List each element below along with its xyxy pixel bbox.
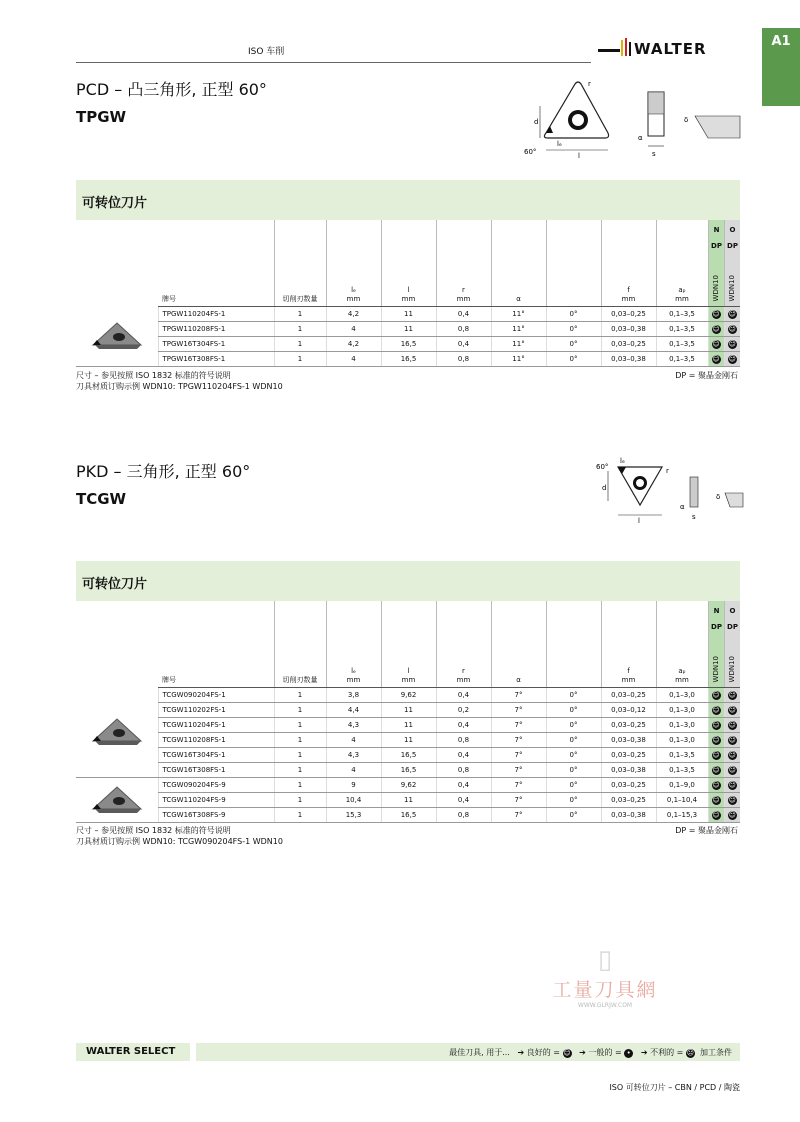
table-row [76, 688, 740, 703]
cell-name: TCGW110202FS-1 [158, 703, 274, 718]
cell-alpha: 11° [491, 322, 546, 337]
svg-text:r: r [588, 80, 591, 88]
table-row [76, 808, 740, 823]
col-name: 牌号 [158, 220, 274, 307]
cell-l: 16,5 [381, 352, 436, 367]
cell-edges: 1 [274, 307, 326, 322]
cell-l: 11 [381, 793, 436, 808]
cell-le: 4,3 [326, 748, 381, 763]
cell-zero: 0° [546, 352, 601, 367]
cell-ap: 0,1–3,0 [656, 703, 708, 718]
section1-table [76, 220, 740, 367]
cell-r: 0,4 [436, 307, 491, 322]
col-zero [546, 601, 601, 688]
col-material-n: N DP WDN10 [708, 220, 724, 307]
cell-alpha: 11° [491, 307, 546, 322]
section2-title: PKD – 三角形, 正型 60° [76, 462, 251, 481]
cell-le: 4 [326, 322, 381, 337]
svg-text:r: r [666, 467, 669, 475]
cell-le: 4,4 [326, 703, 381, 718]
cell-zero: 0° [546, 688, 601, 703]
rating-good-icon: ☺ [708, 733, 724, 748]
cell-zero: 0° [546, 808, 601, 823]
cell-zero: 0° [546, 703, 601, 718]
cell-f: 0,03–0,25 [601, 718, 656, 733]
cell-f: 0,03–0,25 [601, 307, 656, 322]
cell-le: 3,8 [326, 688, 381, 703]
cell-r: 0,4 [436, 688, 491, 703]
svg-text:α: α [680, 503, 685, 511]
normal-icon: • [624, 1049, 633, 1058]
watermark: ▯ 工量刀具網 WWW.GLRJW.COM [540, 945, 670, 1009]
cell-zero: 0° [546, 307, 601, 322]
band-label: 可转位刀片 [82, 196, 148, 211]
table-row [76, 793, 740, 808]
col-zero [546, 220, 601, 307]
section2-band [76, 561, 740, 601]
rating-good-icon: ☺ [708, 748, 724, 763]
cell-f: 0,03–0,12 [601, 703, 656, 718]
insert-photo-icon [87, 715, 147, 747]
col-le: lₑ mm [326, 220, 381, 307]
cell-f: 0,03–0,38 [601, 322, 656, 337]
cell-alpha: 7° [491, 748, 546, 763]
table-row [76, 337, 740, 352]
table-row [76, 307, 740, 322]
cell-ap: 0,1–3,5 [656, 322, 708, 337]
svg-text:lₑ: lₑ [620, 457, 625, 465]
cell-f: 0,03–0,38 [601, 733, 656, 748]
col-ap: aₚ mm [656, 220, 708, 307]
header-rule [76, 62, 591, 63]
cell-edges: 1 [274, 688, 326, 703]
rating-good-icon: ☺ [724, 352, 740, 367]
cell-zero: 0° [546, 778, 601, 793]
cell-r: 0,4 [436, 718, 491, 733]
col-l: l mm [381, 220, 436, 307]
insert-image-header [76, 220, 158, 307]
cell-alpha: 7° [491, 763, 546, 778]
cell-l: 11 [381, 307, 436, 322]
page-caption: ISO 可转位刀片 – CBN / PCD / 陶瓷 [609, 1083, 740, 1092]
watermark-logo-icon: ▯ [597, 945, 613, 975]
cell-l: 9,62 [381, 688, 436, 703]
walter-select-label: WALTER SELECT [76, 1043, 190, 1061]
cell-f: 0,03–0,38 [601, 763, 656, 778]
table-row [76, 718, 740, 733]
svg-text:s: s [692, 513, 696, 521]
cell-l: 11 [381, 718, 436, 733]
cell-ap: 0,1–3,5 [656, 307, 708, 322]
cell-f: 0,03–0,25 [601, 793, 656, 808]
col-alpha: α [491, 220, 546, 307]
col-f: f mm [601, 601, 656, 688]
cell-zero: 0° [546, 733, 601, 748]
cell-ap: 0,1–3,0 [656, 688, 708, 703]
section2-diagram [590, 455, 745, 529]
cell-l: 11 [381, 733, 436, 748]
cell-ap: 0,1–15,3 [656, 808, 708, 823]
section2-table [76, 601, 740, 823]
table-row [76, 352, 740, 367]
cell-edges: 1 [274, 763, 326, 778]
header-category: ISO 车削 [248, 47, 285, 57]
table-row [76, 703, 740, 718]
cell-name: TPGW16T308FS-1 [158, 352, 274, 367]
section1-diagram [520, 78, 745, 167]
section2-subtitle: TCGW [76, 490, 127, 508]
rating-good-icon: ☺ [724, 748, 740, 763]
cell-l: 16,5 [381, 337, 436, 352]
table-row [76, 322, 740, 337]
svg-text:d: d [602, 484, 607, 492]
insert-image [76, 778, 158, 823]
rating-good-icon: ☺ [724, 688, 740, 703]
section2-note2: 刀具材质订购示例 WDN10: TCGW090204FS-1 WDN10 [76, 837, 283, 846]
col-name: 牌号 [158, 601, 274, 688]
cell-name: TCGW110204FS-1 [158, 718, 274, 733]
cell-name: TPGW110204FS-1 [158, 307, 274, 322]
col-edges: 切削刃数量 [274, 601, 326, 688]
cell-zero: 0° [546, 763, 601, 778]
cell-r: 0,4 [436, 748, 491, 763]
cell-l: 16,5 [381, 808, 436, 823]
section2-dp-note: DP = 聚晶金刚石 [675, 826, 738, 835]
cell-r: 0,2 [436, 703, 491, 718]
cell-edges: 1 [274, 703, 326, 718]
cell-le: 4,3 [326, 718, 381, 733]
cell-f: 0,03–0,25 [601, 337, 656, 352]
cell-name: TCGW090204FS-1 [158, 688, 274, 703]
cell-edges: 1 [274, 733, 326, 748]
rating-good-icon: ☺ [724, 703, 740, 718]
cell-r: 0,8 [436, 352, 491, 367]
col-material-o: O DP WDN10 [724, 220, 740, 307]
cell-le: 9 [326, 778, 381, 793]
rating-good-icon: ☺ [724, 808, 740, 823]
insert-image [76, 688, 158, 778]
section1-dp-note: DP = 聚晶金刚石 [675, 371, 738, 380]
svg-text:l: l [578, 152, 580, 160]
cell-zero: 0° [546, 322, 601, 337]
section1-title: PCD – 凸三角形, 正型 60° [76, 80, 267, 99]
rating-good-icon: ☺ [724, 322, 740, 337]
rating-good-icon: ☺ [708, 703, 724, 718]
rating-good-icon: ☺ [708, 352, 724, 367]
insert-photo-icon [87, 319, 147, 351]
cell-name: TCGW16T308FS-9 [158, 808, 274, 823]
cell-ap: 0,1–3,5 [656, 337, 708, 352]
cell-edges: 1 [274, 808, 326, 823]
cell-r: 0,8 [436, 322, 491, 337]
cell-ap: 0,1–3,5 [656, 763, 708, 778]
cell-l: 16,5 [381, 748, 436, 763]
section1-band [76, 180, 740, 220]
cell-f: 0,03–0,38 [601, 808, 656, 823]
cell-edges: 1 [274, 337, 326, 352]
footer-legend: 最佳刀具, 用于... ➔ 良好的 = ☺ ➔ 一般的 = • ➔ 不利的 = ☹ 加工条件 [449, 1048, 732, 1057]
band-label: 可转位刀片 [82, 577, 148, 592]
cell-le: 4 [326, 733, 381, 748]
cell-alpha: 7° [491, 793, 546, 808]
cell-name: TCGW090204FS-9 [158, 778, 274, 793]
cell-ap: 0,1–3,5 [656, 748, 708, 763]
svg-text:δ: δ [684, 116, 689, 124]
cell-r: 0,8 [436, 733, 491, 748]
cell-zero: 0° [546, 718, 601, 733]
cell-alpha: 7° [491, 808, 546, 823]
col-r: r mm [436, 220, 491, 307]
cell-ap: 0,1–3,5 [656, 352, 708, 367]
cell-le: 4,2 [326, 337, 381, 352]
cell-edges: 1 [274, 793, 326, 808]
insert-photo-icon [87, 783, 147, 815]
rating-good-icon: ☺ [724, 778, 740, 793]
cell-r: 0,8 [436, 763, 491, 778]
rating-good-icon: ☺ [708, 778, 724, 793]
col-r: r mm [436, 601, 491, 688]
cell-alpha: 7° [491, 718, 546, 733]
cell-alpha: 7° [491, 688, 546, 703]
cell-ap: 0,1–9,0 [656, 778, 708, 793]
rating-good-icon: ☺ [708, 718, 724, 733]
cell-le: 4 [326, 352, 381, 367]
logo-text: WALTER [634, 40, 707, 58]
cell-edges: 1 [274, 322, 326, 337]
svg-text:WALTER [634, 40, 707, 58]
good-icon: ☺ [563, 1049, 571, 1057]
cell-name: TCGW16T304FS-1 [158, 748, 274, 763]
cell-name: TPGW16T304FS-1 [158, 337, 274, 352]
table-row [76, 733, 740, 748]
rating-good-icon: ☺ [724, 733, 740, 748]
cell-zero: 0° [546, 337, 601, 352]
svg-text:d: d [534, 118, 539, 126]
svg-text:s: s [652, 150, 656, 158]
cell-alpha: 7° [491, 733, 546, 748]
cell-ap: 0,1–10,4 [656, 793, 708, 808]
col-alpha: α [491, 601, 546, 688]
svg-text:α: α [638, 134, 643, 142]
cell-edges: 1 [274, 352, 326, 367]
cell-l: 11 [381, 703, 436, 718]
rating-good-icon: ☺ [708, 793, 724, 808]
insert-image [76, 307, 158, 367]
col-f: f mm [601, 220, 656, 307]
rating-good-icon: ☺ [724, 718, 740, 733]
walter-logo [598, 36, 743, 58]
col-material-o: O DP WDN10 [724, 601, 740, 688]
cell-name: TCGW110208FS-1 [158, 733, 274, 748]
cell-f: 0,03–0,25 [601, 688, 656, 703]
svg-text:δ: δ [716, 493, 721, 501]
cell-l: 16,5 [381, 763, 436, 778]
cell-f: 0,03–0,25 [601, 778, 656, 793]
cell-le: 4,2 [326, 307, 381, 322]
cell-edges: 1 [274, 718, 326, 733]
rating-good-icon: ☺ [708, 337, 724, 352]
cell-name: TCGW110204FS-9 [158, 793, 274, 808]
col-l: l mm [381, 601, 436, 688]
table-row [76, 778, 740, 793]
cell-edges: 1 [274, 748, 326, 763]
svg-text:60°: 60° [524, 148, 537, 156]
section1-subtitle: TPGW [76, 108, 127, 126]
cell-alpha: 7° [491, 703, 546, 718]
rating-good-icon: ☺ [724, 337, 740, 352]
cell-zero: 0° [546, 793, 601, 808]
cell-f: 0,03–0,25 [601, 748, 656, 763]
rating-good-icon: ☺ [708, 688, 724, 703]
cell-r: 0,4 [436, 337, 491, 352]
rating-good-icon: ☺ [708, 763, 724, 778]
section1-note1: 尺寸 – 参见按照 ISO 1832 标准的符号说明 [76, 371, 231, 380]
rating-good-icon: ☺ [724, 763, 740, 778]
cell-l: 9,62 [381, 778, 436, 793]
svg-text:60°: 60° [596, 463, 609, 471]
cell-r: 0,4 [436, 778, 491, 793]
cell-name: TCGW16T308FS-1 [158, 763, 274, 778]
col-le: lₑ mm [326, 601, 381, 688]
col-ap: aₚ mm [656, 601, 708, 688]
cell-alpha: 11° [491, 352, 546, 367]
cell-ap: 0,1–3,0 [656, 718, 708, 733]
rating-good-icon: ☺ [708, 307, 724, 322]
cell-edges: 1 [274, 778, 326, 793]
cell-ap: 0,1–3,0 [656, 733, 708, 748]
chapter-tab[interactable]: A1 [762, 28, 800, 106]
col-material-n: N DP WDN10 [708, 601, 724, 688]
section2-note1: 尺寸 – 参见按照 ISO 1832 标准的符号说明 [76, 826, 231, 835]
svg-text:lₑ: lₑ [557, 140, 562, 148]
cell-f: 0,03–0,38 [601, 352, 656, 367]
rating-good-icon: ☺ [708, 808, 724, 823]
cell-l: 11 [381, 322, 436, 337]
cell-le: 10,4 [326, 793, 381, 808]
cell-zero: 0° [546, 748, 601, 763]
cell-alpha: 11° [491, 337, 546, 352]
insert-image-header [76, 601, 158, 688]
cell-name: TPGW110208FS-1 [158, 322, 274, 337]
cell-r: 0,4 [436, 793, 491, 808]
bad-icon: ☹ [686, 1049, 695, 1057]
rating-good-icon: ☺ [708, 322, 724, 337]
cell-r: 0,8 [436, 808, 491, 823]
rating-good-icon: ☺ [724, 793, 740, 808]
section1-note2: 刀具材质订购示例 WDN10: TPGW110204FS-1 WDN10 [76, 382, 283, 391]
cell-alpha: 7° [491, 778, 546, 793]
cell-le: 4 [326, 763, 381, 778]
rating-good-icon: ☺ [724, 307, 740, 322]
table-row [76, 763, 740, 778]
cell-le: 15,3 [326, 808, 381, 823]
col-edges: 切削刃数量 [274, 220, 326, 307]
svg-text:l: l [638, 517, 640, 525]
table-row [76, 748, 740, 763]
